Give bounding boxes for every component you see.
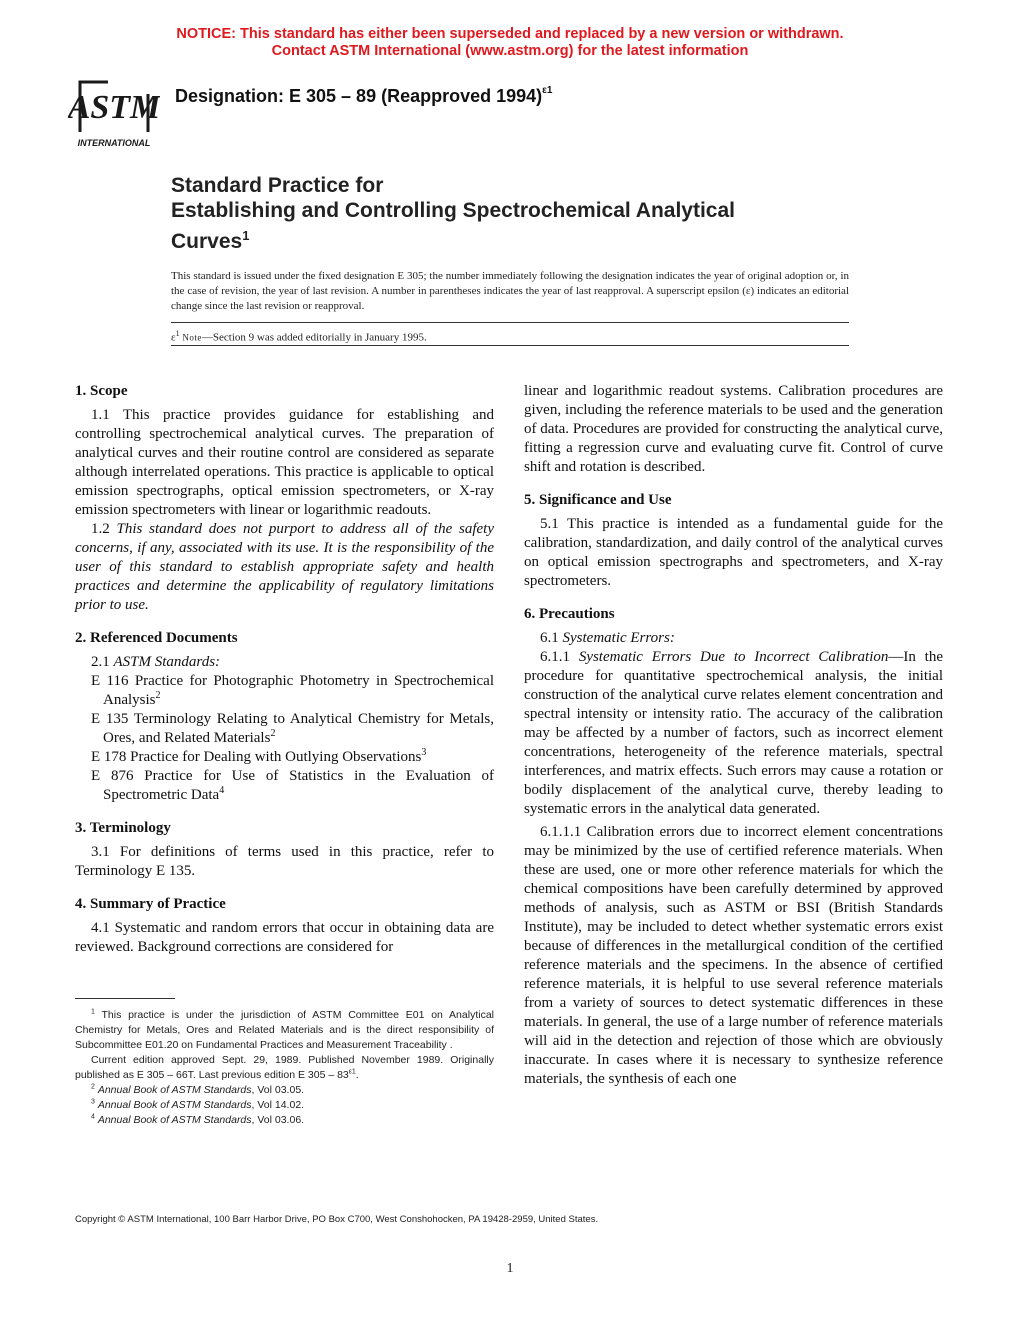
footnote-2: $^2$ Annual Book of ASTM Standards, Vol 03.05.	[91, 1083, 305, 1096]
designation-text: Designation: E 305 – 89 (Reapproved 1994)	[175, 86, 543, 106]
page-number: 1	[506, 1261, 514, 1276]
footnote-divider	[75, 998, 175, 999]
precautions-p1: 6.1 Systematic Errors:	[540, 630, 675, 646]
significance-p1: 5.1 This practice is intended as a fundamental guide for the calibration, standardization, and daily control of the analytical curves on optical emission spectrographs and spectrometers, and X-ray spectrometers.	[524, 516, 943, 589]
notice-banner	[0, 26, 1020, 60]
section-heading-precautions: 6. Precautions	[524, 606, 615, 622]
title-line-3: Curves	[171, 230, 243, 253]
section-heading-summary: 4. Summary of Practice	[75, 896, 226, 912]
title-line-2: Establishing and Controlling Spectrochemical Analytical	[171, 199, 735, 222]
title-sup: 1	[242, 228, 250, 243]
precautions-p3: 6.1.1.1 Calibration errors due to incorrect element concentrations may be minimized by the use of certified reference materials. When these are used, one or more other reference materials for which the chemical compositions have been carefully determined by approved methods of analysis, such as ASTM or BSI (British Standards Institute), may be included to detect whether systematic errors exist because of differences in the metallurgical condition of the certified reference materials and the specimens. In the absence of certified reference materials, it is helpful to use several reference materials from a variety of sources to detect systematic differences in these materials. In general, the use of a large number of reference materials will aid in the detection and rejection of those which are obviously inaccurate. In cases where it is necessary to synthesize reference materials, the synthesis of each one	[524, 824, 943, 1087]
notice-line-1: NOTICE: This standard has either been superseded and replaced by a new version or withdrawn.	[176, 26, 844, 42]
logo-label: INTERNATIONAL	[77, 138, 151, 148]
section-heading-references: 2. Referenced Documents	[75, 630, 238, 646]
precautions-p2: 6.1.1 Systematic Errors Due to Incorrect Calibration—In the procedure for quantitative spectrochemical analysis, the initial construction of the analytical curve relates element concentration and spectral intensity or intensity ratio. The accuracy of the calibration may be affected by a number of factors, such as incorrect element concentrations, heterogeneity of the reference materials, spectral interferences, and matrix effects. Such errors may cause a rotation or bodily displacement of the analytical curve, thereby leading to systematic errors in the analytical data generated.	[524, 649, 944, 817]
scope-p1: 1.1 This practice provides guidance for establishing and controlling spectrochemical analytical curves. The preparation of analytical curves and their routine control are considered as separate although interrelated operations. This practice is applicable to optical emission spectrographs, optical emission spectrometers, or X-ray emission spectrometers with linear or logarithmic readouts.	[75, 407, 494, 518]
note-label: Note	[182, 332, 202, 343]
reference-item: E 178 Practice for Dealing with Outlying Observations$^3$	[91, 747, 427, 765]
section-heading-terminology: 3. Terminology	[75, 820, 171, 836]
logo-letters: ASTM	[68, 89, 160, 126]
footnote-1: $^1$ This practice is under the jurisdiction of ASTM Committee E01 on Analytical Chemistry for Metals, Ores and Related Materials and is the direct responsibility of Subcommittee E01.20 on Fundamental Practices and Measurement Traceability .	[75, 1008, 494, 1051]
references-sub: 2.1 ASTM Standards:	[91, 654, 221, 670]
document-title	[171, 173, 871, 254]
right-column	[524, 382, 943, 1089]
footnotes	[75, 1008, 494, 1128]
title-line-1: Standard Practice for	[171, 174, 384, 197]
summary-p1: 4.1 Systematic and random errors that occur in obtaining data are reviewed. Background corrections are considered for	[75, 920, 494, 955]
epsilon-note: $\varepsilon^1$ Note—Section 9 was added editorially in January 1995.	[171, 329, 427, 344]
divider-top	[171, 322, 849, 323]
astm-logo-icon	[68, 74, 160, 152]
footnote-4: $^4$ Annual Book of ASTM Standards, Vol 03.06.	[91, 1113, 305, 1126]
divider-bottom	[171, 345, 849, 346]
terminology-p1: 3.1 For definitions of terms used in this practice, refer to Terminology E 135.	[75, 844, 494, 879]
footnote-3: $^3$ Annual Book of ASTM Standards, Vol 14.02.	[91, 1098, 305, 1111]
notice-line-2: Contact ASTM International (www.astm.org) for the latest information	[271, 43, 749, 59]
note-text: —Section 9 was added editorially in January 1995.	[201, 331, 427, 344]
footnote-1b: Current edition approved Sept. 29, 1989. Published November 1989. Originally published as E 305 – 66T. Last previous edition E $305 - 83^{\varepsilon 1}$.	[75, 1054, 494, 1081]
designation	[175, 86, 552, 107]
designation-sup: ε1	[542, 85, 553, 96]
summary-p1-continued: linear and logarithmic readout systems. Calibration procedures are given, including the reference materials to be used and the generation of data. Procedures are provided for constructing the analytical curve, fitting a regression curve and evaluating curve fit. Control of curve shift and rotation is described.	[524, 383, 943, 475]
standard-note: This standard is issued under the fixed designation E 305; the number immediately following the designation indicates the year of original adoption or, in the case of revision, the year of last revision. A number in parentheses indicates the year of last reapproval. A superscript epsilon (ε) indicates an editorial change since the last revision or reapproval.	[171, 270, 849, 312]
left-column	[75, 382, 494, 957]
reference-item: E 116 Practice for Photographic Photometry in Spectrochemical Analysis$^2$	[91, 673, 494, 708]
scope-p2: 1.2 This standard does not purport to address all of the safety concerns, if any, associated with its use. It is the responsibility of the user of this standard to establish appropriate safety and health practices and determine the applicability of regulatory limitations prior to use.	[75, 521, 495, 613]
section-heading-significance: 5. Significance and Use	[524, 492, 672, 508]
copyright: Copyright © ASTM International, 100 Barr Harbor Drive, PO Box C700, West Conshohocken, PA 19428-2959, United States.	[75, 1214, 599, 1225]
reference-item: E 135 Terminology Relating to Analytical Chemistry for Metals, Ores, and Related Materials$^2$	[91, 711, 494, 746]
astm-logo	[68, 74, 160, 152]
reference-item: E 876 Practice for Use of Statistics in the Evaluation of Spectrometric Data$^4$	[91, 768, 494, 803]
section-heading-scope: 1. Scope	[75, 383, 128, 399]
